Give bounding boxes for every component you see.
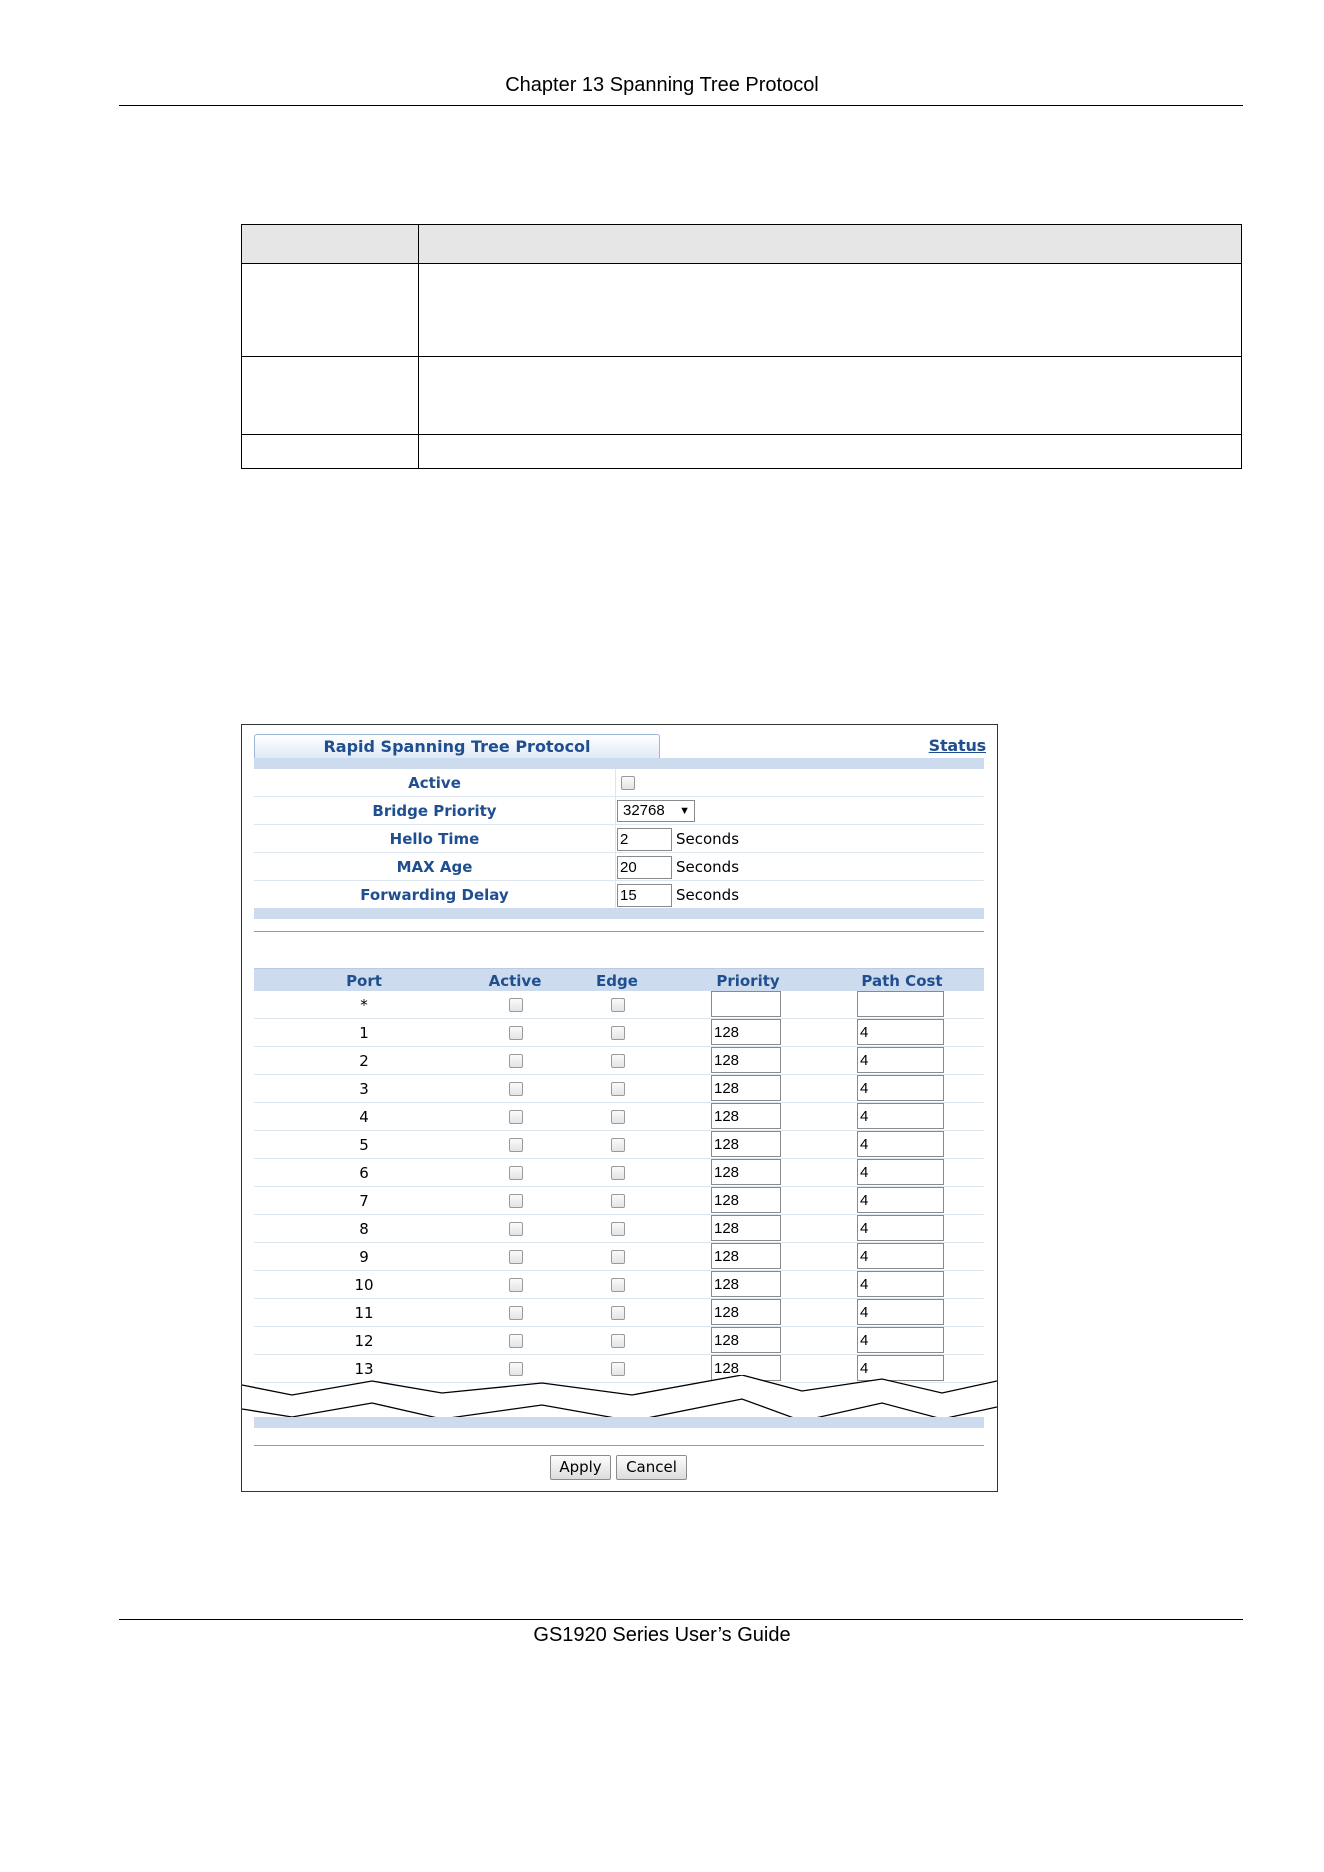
port-path-cost-input[interactable]: 4 [857, 1103, 944, 1129]
port-edge-checkbox[interactable] [611, 1194, 625, 1208]
port-priority-input[interactable]: 128 [711, 1019, 781, 1045]
port-path-cost-input[interactable] [857, 991, 944, 1017]
port-active-checkbox[interactable] [509, 1222, 523, 1236]
table-row [254, 1298, 984, 1327]
port-path-cost-input[interactable]: 4 [857, 1355, 944, 1381]
port-active-checkbox[interactable] [509, 1362, 523, 1376]
port-active-checkbox[interactable] [509, 1306, 523, 1320]
cancel-button[interactable]: Cancel [616, 1455, 687, 1480]
port-priority-input[interactable]: 128 [711, 1355, 781, 1381]
max-age-unit: Seconds [676, 857, 740, 876]
table-row [254, 1270, 984, 1299]
port-active-checkbox[interactable] [509, 1026, 523, 1040]
port-edge-checkbox[interactable] [611, 1166, 625, 1180]
port-priority-input[interactable] [711, 991, 781, 1017]
tab-rapid-spanning-tree-protocol[interactable]: Rapid Spanning Tree Protocol [254, 734, 660, 759]
port-active-checkbox[interactable] [509, 1054, 523, 1068]
col-active: Active [488, 972, 542, 990]
hello-time-label: Hello Time [254, 825, 616, 853]
footer-divider [254, 1445, 984, 1446]
section-band-bottom [254, 908, 984, 919]
port-active-checkbox[interactable] [509, 1250, 523, 1264]
port-active-checkbox[interactable] [509, 1194, 523, 1208]
max-age-label: MAX Age [254, 853, 616, 881]
col-port: Port [346, 972, 382, 990]
bridge-priority-row [254, 797, 984, 825]
port-number: 5 [359, 1136, 369, 1154]
port-number: 8 [359, 1220, 369, 1238]
port-path-cost-input[interactable]: 4 [857, 1159, 944, 1185]
forwarding-delay-unit: Seconds [676, 885, 740, 904]
table-row [242, 357, 1242, 435]
port-active-checkbox[interactable] [509, 1082, 523, 1096]
port-edge-checkbox[interactable] [611, 1110, 625, 1124]
port-path-cost-input[interactable]: 4 [857, 1215, 944, 1241]
port-path-cost-input[interactable]: 4 [857, 1019, 944, 1045]
port-active-checkbox[interactable] [509, 998, 523, 1012]
port-path-cost-input[interactable]: 4 [857, 1243, 944, 1269]
max-age-row [254, 853, 984, 881]
active-label: Active [254, 769, 616, 797]
forwarding-delay-label: Forwarding Delay [254, 881, 616, 909]
port-priority-input[interactable]: 128 [711, 1327, 781, 1353]
port-number: 13 [354, 1360, 374, 1378]
table-row [254, 1158, 984, 1187]
port-edge-checkbox[interactable] [611, 1250, 625, 1264]
col-path-cost: Path Cost [861, 972, 943, 990]
port-number: * [360, 996, 368, 1014]
port-active-checkbox[interactable] [509, 1278, 523, 1292]
port-priority-input[interactable]: 128 [711, 1103, 781, 1129]
ports-table-header [254, 968, 984, 991]
port-path-cost-input[interactable]: 4 [857, 1299, 944, 1325]
port-number: 4 [359, 1108, 369, 1126]
max-age-input[interactable] [617, 856, 672, 879]
port-edge-checkbox[interactable] [611, 1278, 625, 1292]
port-edge-checkbox[interactable] [611, 1222, 625, 1236]
active-checkbox[interactable] [621, 776, 635, 790]
forwarding-delay-input[interactable] [617, 884, 672, 907]
port-edge-checkbox[interactable] [611, 1138, 625, 1152]
port-priority-input[interactable]: 128 [711, 1243, 781, 1269]
col-priority: Priority [716, 972, 780, 990]
port-path-cost-input[interactable]: 4 [857, 1131, 944, 1157]
port-number: 6 [359, 1164, 369, 1182]
port-edge-checkbox[interactable] [611, 1082, 625, 1096]
forwarding-delay-row [254, 881, 984, 909]
table-row [254, 990, 984, 1019]
port-number: 2 [359, 1052, 369, 1070]
port-edge-checkbox[interactable] [611, 1054, 625, 1068]
port-edge-checkbox[interactable] [611, 1306, 625, 1320]
section-divider [254, 931, 984, 932]
port-priority-input[interactable]: 128 [711, 1075, 781, 1101]
port-active-checkbox[interactable] [509, 1334, 523, 1348]
port-number: 10 [354, 1276, 374, 1294]
dropdown-arrow-icon: ▼ [679, 804, 690, 817]
port-path-cost-input[interactable]: 4 [857, 1047, 944, 1073]
table-row [254, 1102, 984, 1131]
hello-time-unit: Seconds [676, 829, 740, 848]
table-row [254, 1130, 984, 1159]
table-row [254, 1242, 984, 1271]
port-edge-checkbox[interactable] [611, 998, 625, 1012]
apply-button[interactable]: Apply [550, 1455, 611, 1480]
port-path-cost-input[interactable]: 4 [857, 1075, 944, 1101]
port-active-checkbox[interactable] [509, 1138, 523, 1152]
port-number: 12 [354, 1332, 374, 1350]
bridge-priority-label: Bridge Priority [254, 797, 616, 825]
port-edge-checkbox[interactable] [611, 1334, 625, 1348]
port-path-cost-input[interactable]: 4 [857, 1187, 944, 1213]
section-band-top [254, 758, 984, 769]
rstp-screenshot [241, 724, 998, 1492]
port-priority-input[interactable]: 128 [711, 1187, 781, 1213]
port-number: 9 [359, 1248, 369, 1266]
port-priority-input[interactable]: 128 [711, 1131, 781, 1157]
port-number: 1 [359, 1024, 369, 1042]
table-row [254, 1046, 984, 1075]
table-row [254, 1074, 984, 1103]
section-band-footer [254, 1417, 984, 1428]
hello-time-input[interactable] [617, 828, 672, 851]
bridge-priority-select[interactable] [617, 800, 695, 822]
port-priority-input[interactable]: 128 [711, 1215, 781, 1241]
port-number: 7 [359, 1192, 369, 1210]
active-row [254, 769, 984, 797]
table-row [254, 1326, 984, 1355]
table-header-row [242, 225, 1242, 264]
port-number: 11 [354, 1304, 374, 1322]
port-edge-checkbox[interactable] [611, 1362, 625, 1376]
col-edge: Edge [596, 972, 638, 990]
port-priority-input[interactable]: 128 [711, 1159, 781, 1185]
port-priority-input[interactable]: 128 [711, 1271, 781, 1297]
hello-time-row [254, 825, 984, 853]
table-row [254, 1186, 984, 1215]
header-rule [119, 105, 1243, 106]
port-priority-input[interactable]: 128 [711, 1299, 781, 1325]
port-active-checkbox[interactable] [509, 1110, 523, 1124]
description-table [241, 224, 1242, 469]
bridge-priority-value: 32768 [623, 801, 665, 819]
table-row [254, 1214, 984, 1243]
table-row [254, 1018, 984, 1047]
port-priority-input[interactable]: 128 [711, 1047, 781, 1073]
port-number: 3 [359, 1080, 369, 1098]
port-active-checkbox[interactable] [509, 1166, 523, 1180]
general-settings [254, 769, 984, 909]
chapter-header: Chapter 13 Spanning Tree Protocol [505, 74, 819, 96]
port-edge-checkbox[interactable] [611, 1026, 625, 1040]
status-link[interactable]: Status [928, 736, 986, 755]
table-row [242, 435, 1242, 469]
footer-rule [119, 1619, 1243, 1620]
port-path-cost-input[interactable]: 4 [857, 1327, 944, 1353]
port-path-cost-input[interactable]: 4 [857, 1271, 944, 1297]
table-row [242, 264, 1242, 357]
guide-footer: GS1920 Series User’s Guide [533, 1624, 791, 1646]
